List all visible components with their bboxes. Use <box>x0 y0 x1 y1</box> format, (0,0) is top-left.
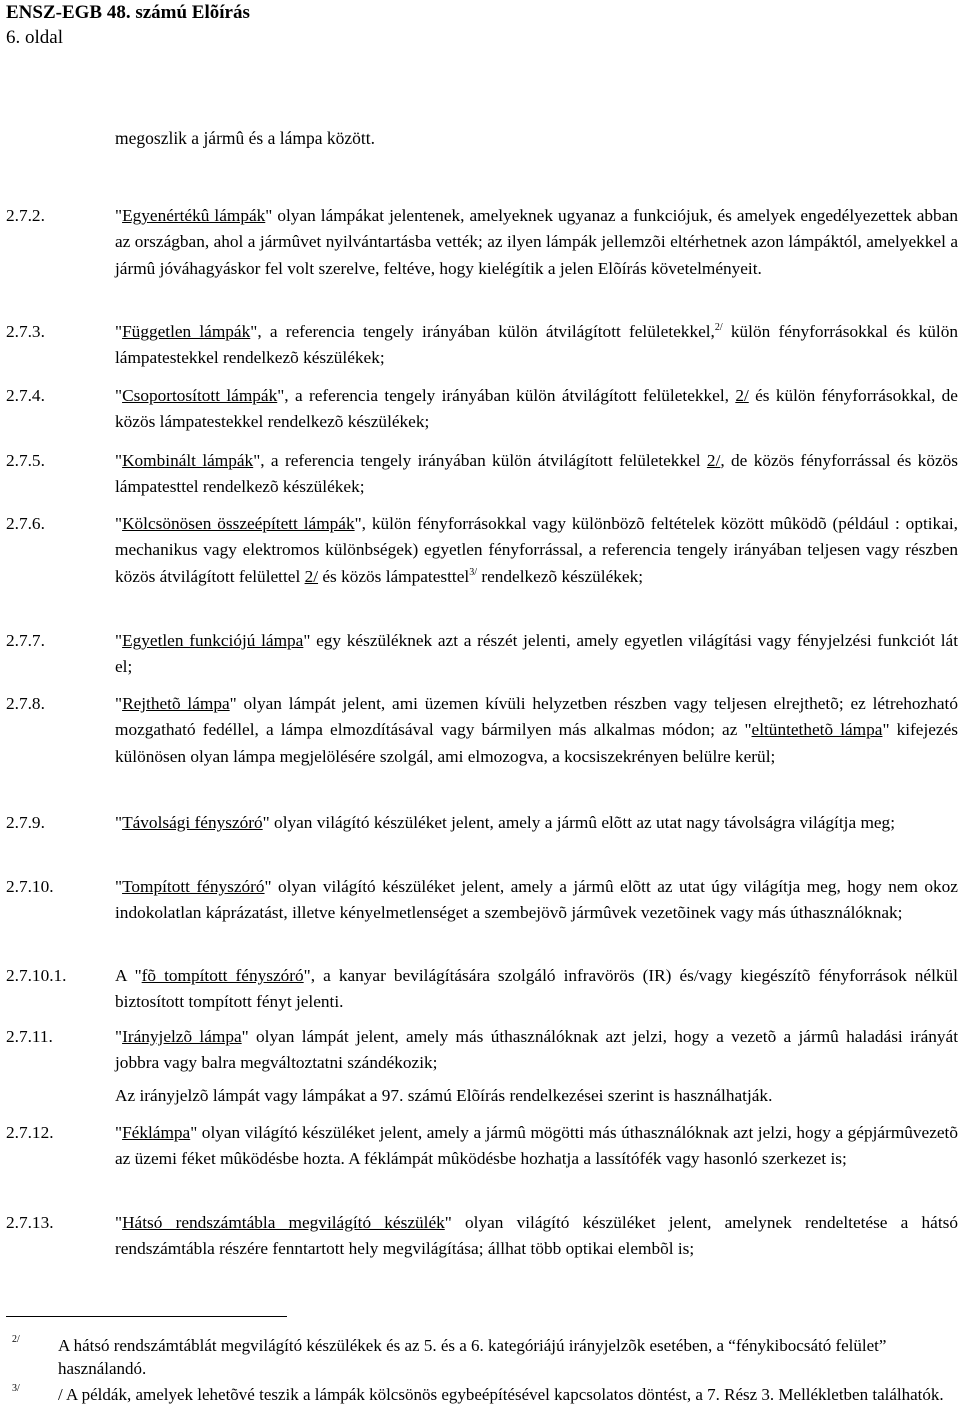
item-number: 2.7.10. <box>6 877 54 896</box>
item-text: , a referencia tengely irányában külön átvilágított felületekkel <box>260 451 701 470</box>
defined-term: Egyetlen funkciójú lámpa <box>122 631 304 650</box>
item-number: 2.7.7. <box>6 631 45 650</box>
definition-2-7-8 <box>6 691 958 770</box>
item-number: 2.7.4. <box>6 386 45 405</box>
footnote-reference: 2/ <box>735 386 749 405</box>
item-text: külön fényforrásokkal és külön lámpatestekkel rendelkezõ készülékek; <box>115 322 958 368</box>
definition-2-7-9 <box>6 810 958 836</box>
item-body: "Irányjelzõ lámpa" olyan lámpát jelent, amely más úthasználóknak azt jelzi, hogy a vezetõ a jármû haladási irányát jobbra vagy balra megváltoztatni szándékozik; <box>115 1027 959 1073</box>
item-body: "Rejthetõ lámpa" olyan lámpát jelent, ami üzemen kívüli helyzetben részben vagy teljesen elrejthetõ; ez létrehozható mozgatható fedéllel, a lámpa elmozdításával vagy bármilyen más alkalmas módon; az "eltüntethetõ lámpa" kifejezés különösen olyan lámpa megjelölésére szolgál, ami elmozogva, a kocsiszekrényen belülre kerül; <box>115 694 958 766</box>
item-body: "Távolsági fényszóró" olyan világító készüléket jelent, amely a jármû elõtt az utat nagy távolságra világítja meg; <box>115 813 895 832</box>
definition-2-7-6 <box>6 511 958 590</box>
item-text: egy készüléknek azt a részét jelenti, amely egyetlen világítási vagy fényjelzési funkciót lát el; <box>115 631 958 677</box>
item-text: olyan világító készüléket jelent, amely a jármû elõtt az utat úgy világítja meg, hogy nem okoz indokolatlan káprázatást, illetve kényelmetlenséget a szembejövõ jármûvek vezetõinek vagy más úthasználóknak; <box>115 877 958 923</box>
definition-2-7-13 <box>6 1210 958 1263</box>
continued-text: megoszlik a jármû és a lámpa között. <box>115 128 375 148</box>
item-note: Az irányjelzõ lámpát vagy lámpákat a 97. számú Elõírás rendelkezései szerint is használhatják. <box>115 1085 773 1105</box>
definition-2-7-7 <box>6 628 958 681</box>
document-title: ENSZ-EGB 48. számú Elõírás <box>6 2 250 23</box>
item-body: "Egyenértékû lámpák" olyan lámpákat jelentenek, amelyeknek ugyanaz a funkciójuk, és amelyek engedélyezettek abban az országban, ahol a jármûvet nyilvántartásba vették; az ilyen lámpák jellemzõi eltérhetnek azon lámpáktól, amelyekkel a jármû jóváhagyáskor fel volt szerelve, feltéve, hogy kielégítik a jelen Elõírás követelményeit. <box>115 206 958 278</box>
item-number: 2.7.10.1. <box>6 966 67 985</box>
definition-2-7-11 <box>6 1024 958 1109</box>
defined-term: Féklámpa <box>122 1123 191 1142</box>
footnote-text: A hátsó rendszámtáblát megvilágító készülékek és az 5. és a 6. kategóriájú irányjelzõk esetében, a “fénykibocsátó felület” használandó. <box>58 1336 887 1378</box>
defined-term: eltüntethetõ lámpa <box>751 720 883 740</box>
footnote-3 <box>6 1383 956 1406</box>
item-number: 2.7.3. <box>6 322 45 341</box>
item-text: kifejezés különösen olyan lámpa megjelölésére szolgál, ami elmozogva, a kocsiszekrényen belülre kerül; <box>115 720 958 766</box>
defined-term: Irányjelzõ lámpa <box>122 1027 242 1046</box>
item-number: 2.7.9. <box>6 813 45 832</box>
item-number: 2.7.11. <box>6 1027 53 1046</box>
defined-term: Egyenértékû lámpák <box>122 206 266 225</box>
item-body: "Független lámpák", a referencia tengely irányában külön átvilágított felületekkel,$^{2/}$ külön fényforrásokkal és külön lámpatestekkel rendelkezõ készülékek; <box>115 322 958 368</box>
defined-term: Kombinált lámpák <box>122 451 254 470</box>
item-number: 2.7.6. <box>6 514 45 533</box>
footnote-mark: 2/ <box>12 1334 20 1345</box>
page-header <box>6 0 250 50</box>
defined-term: Távolsági fényszóró <box>122 813 263 832</box>
defined-term: Tompított fényszóró <box>122 877 265 896</box>
footnote-reference: 2/ <box>304 566 319 586</box>
item-text: és külön fényforrásokkal, de közös lámpatestekkel rendelkezõ készülékek; <box>115 386 958 432</box>
item-body: "Hátsó rendszámtábla megvilágító készülék" olyan világító készüléket jelent, amelynek rendeltetése a hátsó rendszámtábla részére fenntartott hely megvilágítása; állhat több optikai elembõl is; <box>115 1213 958 1259</box>
item-number: 2.7.13. <box>6 1213 54 1232</box>
item-text: A <box>115 966 135 985</box>
footnote-separator <box>6 1316 287 1317</box>
item-text: olyan világító készüléket jelent, amelynek rendeltetése a hátsó rendszámtábla részére fenntartott hely megvilágítása; állhat több optikai elembõl is; <box>115 1213 958 1259</box>
defined-term: Kölcsönösen összeépített lámpák <box>122 514 355 533</box>
definition-2-7-2 <box>6 203 958 282</box>
item-body: "Egyetlen funkciójú lámpa" egy készüléknek azt a részét jelenti, amely egyetlen világítási vagy fényjelzési funkciót lát el; <box>115 631 958 677</box>
definition-2-7-3 <box>6 319 958 372</box>
definition-2-7-5 <box>6 448 958 501</box>
footnote-reference: 2/ <box>714 322 723 334</box>
item-number: 2.7.12. <box>6 1123 54 1142</box>
defined-term: Független lámpák <box>122 322 251 341</box>
item-body: "Tompított fényszóró" olyan világító készüléket jelent, amely a jármû elõtt az utat úgy világítja meg, hogy nem okoz indokolatlan káprázatást, illetve kényelmetlenséget a szembejövõ jármûvek vezetõinek vagy más úthasználóknak; <box>115 877 958 923</box>
item-text: olyan világító készüléket jelent, amely a jármû mögötti más úthasználóknak azt jelzi, hogy a gépjármûvezetõ az üzemi féket mûködésbe hozta. A féklámpát mûködésbe hozhatja a lassítófék vagy hasonló szerkezet is; <box>115 1123 959 1169</box>
item-text: , de közös fényforrással és közös lámpatesttel rendelkezõ készülékek; <box>115 451 958 497</box>
defined-term: Rejthetõ lámpa <box>122 694 230 713</box>
definition-2-7-4 <box>6 383 958 436</box>
item-body: "Féklámpa" olyan világító készüléket jelent, amely a jármû mögötti más úthasználóknak azt jelzi, hogy a gépjármûvezetõ az üzemi féket mûködésbe hozta. A féklámpát mûködésbe hozhatja a lassítófék vagy hasonló szerkezet is; <box>115 1123 959 1169</box>
item-number: 2.7.8. <box>6 694 45 713</box>
footnote-reference: 3/ <box>469 566 477 578</box>
item-text: , külön fényforrásokkal vagy különbözõ feltételek között mûködõ (például : optikai, mechanikus vagy elektromos különbségek) egyetlen fényforrással, a referencia tengely irányában teljesen vagy részben közös átvilágított felülettel <box>115 514 958 586</box>
item-text: rendelkezõ készülékek; <box>481 566 644 586</box>
footnote-reference: 2/ <box>706 451 721 470</box>
item-text: olyan lámpákat jelentenek, amelyeknek ugyanaz a funkciójuk, és amelyek engedélyezettek abban az országban, ahol a jármûvet nyilvántartásba vették; az ilyen lámpák jellemzõi eltérhetnek azon lámpáktól, amelyekkel a jármû jóváhagyáskor fel volt szerelve, feltéve, hogy kielégítik a jelen Elõírás követelményeit. <box>115 206 958 278</box>
definition-2-7-10 <box>6 874 958 927</box>
footnote-text: / A példák, amelyek lehetõvé teszik a lámpák kölcsönös egybeépítésével kapcsolatos döntést, a 7. Rész 3. Mellékletben találhatók. <box>58 1385 944 1404</box>
defined-term: fõ tompított fényszóró <box>141 966 304 985</box>
item-text: , a referencia tengely irányában külön átvilágított felületekkel, <box>257 322 715 341</box>
item-text: és közös lámpatesttel <box>322 566 470 586</box>
item-body: "Csoportosított lámpák", a referencia tengely irányában külön átvilágított felületekkel, 2/ és külön fényforrásokkal, de közös lámpatestekkel rendelkezõ készülékek; <box>115 386 958 432</box>
item-text: , a kanyar bevilágítására szolgáló infravörös (IR) és/vagy kiegészítõ fényforrások nélkül biztosított tompított fényt jelenti. <box>115 966 958 1012</box>
defined-term: Hátsó rendszámtábla megvilágító készülék <box>122 1213 445 1232</box>
item-body: "Kölcsönösen összeépített lámpák", külön fényforrásokkal vagy különbözõ feltételek között mûködõ (például : optikai, mechanikus vagy elektromos különbségek) egyetlen fényforrással, a referencia tengely irányában teljesen vagy részben közös átvilágított felülettel 2/ és közös lámpatesttel$^{3/}$ rendelkezõ készülékek; <box>115 514 958 586</box>
item-number: 2.7.5. <box>6 451 45 470</box>
defined-term: Csoportosított lámpák <box>122 386 278 405</box>
footnote-2 <box>6 1334 956 1380</box>
item-body: "Kombinált lámpák", a referencia tengely irányában külön átvilágított felületekkel 2/, de közös fényforrással és közös lámpatesttel rendelkezõ készülékek; <box>115 451 958 497</box>
item-number: 2.7.2. <box>6 206 45 225</box>
item-body: A "fõ tompított fényszóró", a kanyar bevilágítására szolgáló infravörös (IR) és/vagy kiegészítõ fényforrások nélkül biztosított tompított fényt jelenti. <box>115 966 958 1012</box>
page-number: 6. oldal <box>6 27 63 48</box>
definition-2-7-12 <box>6 1120 958 1173</box>
item-text: , a referencia tengely irányában külön átvilágított felületekkel, <box>284 386 729 405</box>
item-text: olyan lámpát jelent, amely más úthasználóknak azt jelzi, hogy a vezetõ a jármû haladási irányát jobbra vagy balra megváltoztatni szándékozik; <box>115 1027 959 1073</box>
footnote-mark: 3/ <box>12 1383 20 1394</box>
item-text: olyan lámpát jelent, ami üzemen kívüli helyzetben részben vagy teljesen elrejthetõ; ez létrehozható mozgatható fedéllel, a lámpa elmozdításával vagy bármilyen más alkalmas módon; az <box>115 694 958 740</box>
item-text: olyan világító készüléket jelent, amely a jármû elõtt az utat nagy távolságra világítja meg; <box>274 813 895 832</box>
definition-2-7-10-1 <box>6 963 958 1016</box>
